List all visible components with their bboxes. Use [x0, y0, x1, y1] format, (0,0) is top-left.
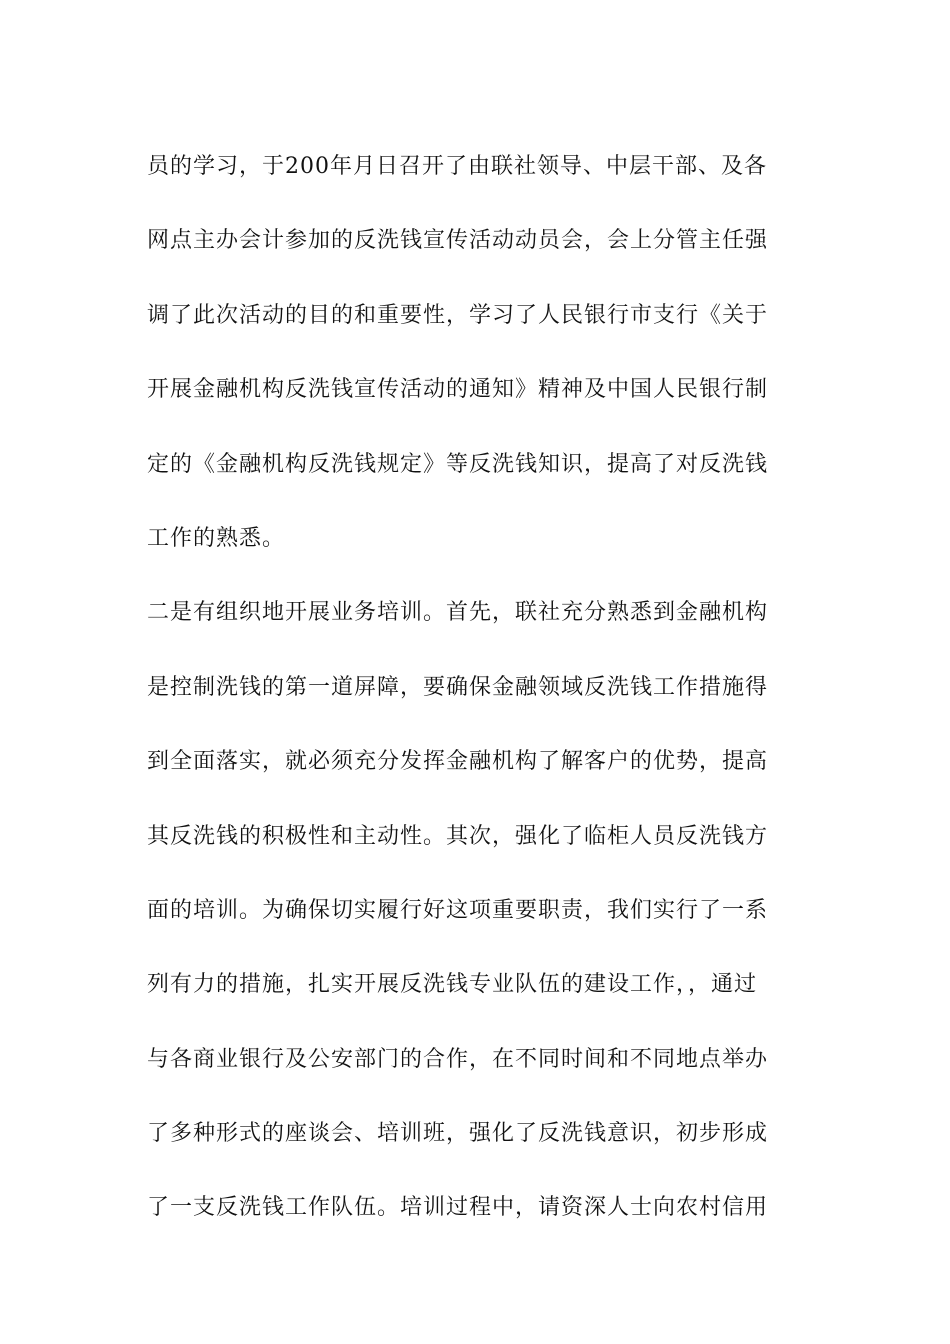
text-line-8: 是控制洗钱的第一道屏障，要确保金融领域反洗钱工作措施得	[147, 674, 769, 700]
body-text	[147, 130, 807, 1246]
text-line-13: 与各商业银行及公安部门的合作，在不同时间和不同地点举办	[147, 1046, 769, 1072]
text-line-9: 到全面落实，就必须充分发挥金融机构了解客户的优势，提高	[147, 749, 769, 775]
text-line-2: 网点主办会计参加的反洗钱宣传活动动员会，会上分管主任强	[147, 228, 769, 254]
text-line-6: 工作的熟悉。	[147, 525, 286, 551]
text-line-7: 二是有组织地开展业务培训。首先，联社充分熟悉到金融机构	[147, 600, 769, 626]
text-line-5: 定的《金融机构反洗钱规定》等反洗钱知识，提高了对反洗钱	[147, 451, 769, 477]
text-line-14: 了多种形式的座谈会、培训班，强化了反洗钱意识，初步形成	[147, 1121, 769, 1147]
text-line-15: 了一支反洗钱工作队伍。培训过程中，请资深人士向农村信用	[147, 1195, 769, 1221]
text-line-3: 调了此次活动的目的和重要性，学习了人民银行市支行《关于	[147, 302, 769, 328]
text-line-11: 面的培训。为确保切实履行好这项重要职责，我们实行了一系	[147, 897, 769, 923]
text-line-12: 列有力的措施，扎实开展反洗钱专业队伍的建设工作，，通过	[147, 972, 758, 998]
text-line-4: 开展金融机构反洗钱宣传活动的通知》精神及中国人民银行制	[147, 377, 769, 403]
text-line-1: 员的学习，于200年月日召开了由联社领导、中层干部、及各	[147, 154, 767, 179]
text-line-10: 其反洗钱的积极性和主动性。其次，强化了临柜人员反洗钱方	[147, 823, 769, 849]
